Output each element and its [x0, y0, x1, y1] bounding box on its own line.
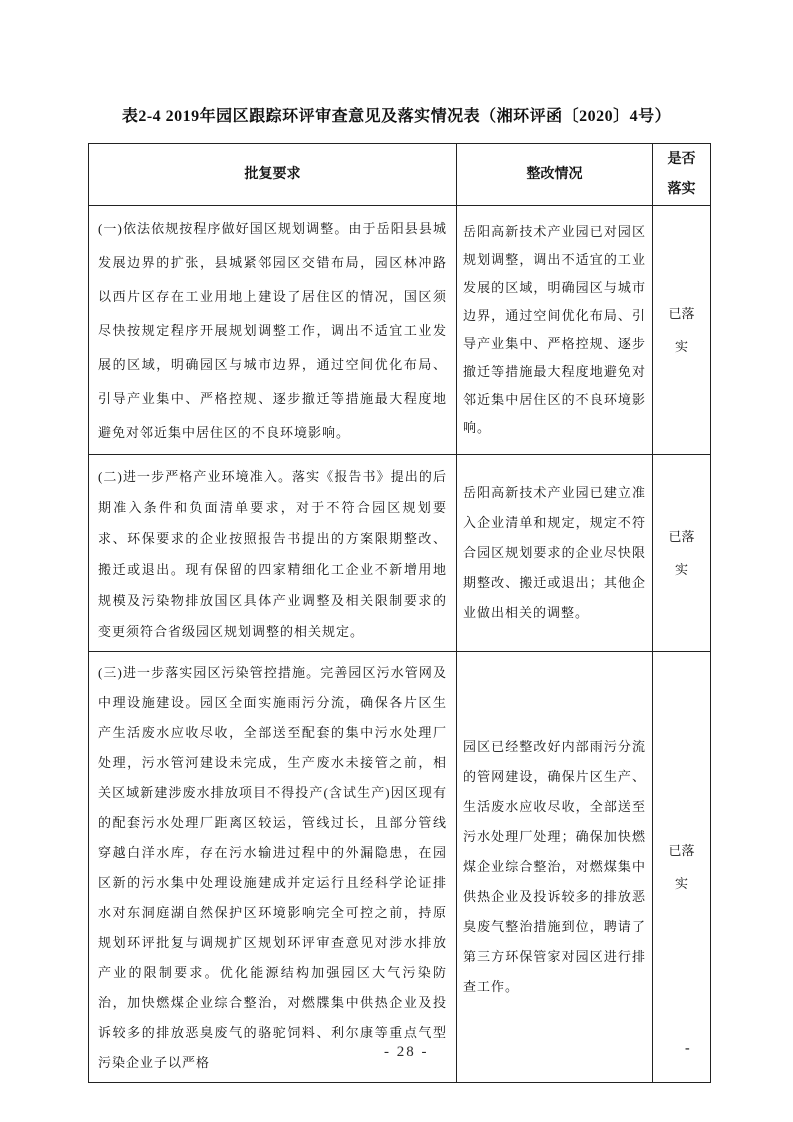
- table-row: [89, 455, 711, 652]
- implemented-status: 已落实: [653, 652, 711, 1083]
- header-requirement: 批复要求: [89, 144, 457, 206]
- page-number: - 28 -: [384, 1044, 429, 1060]
- table-title: 表2-4 2019年园区跟踪环评审查意见及落实情况表（湘环评函〔2020〕4号）: [121, 108, 672, 125]
- header-implemented: 是否落实: [653, 144, 711, 206]
- requirement-cell: (二)进一步严格产业环境准入。落实《报告书》提出的后期准入条件和负面清单要求，对于不符合园区规划要求、环保要求的企业按照报告书提出的方案限期整改、搬迁或退出。现有保留的四家精细化工企业不新增用地规模及污染物排放国区具体产业调整及相关限制要求的变更须符合省级园区规划调整的相关规定。: [89, 455, 457, 652]
- header-rectification: 整改情况: [457, 144, 653, 206]
- header-row: [89, 144, 711, 206]
- requirement-cell: (三)进一步落实园区污染管控措施。完善园区污水管网及中理设施建设。园区全面实施雨污分流，确保各片区生产生活废水应收尽收，全部送至配套的集中污水处理厂处理，污水管河建设未完成，生产废水未接管之前，相关区域新建涉废水排放项目不得投产(含试生产)因区现有的配套污水处理厂距离区较运，管线过长，且部分管线穿越白洋水库，存在污水输进过程中的外漏隐患，在园区新的污水集中处理设施建成并定运行且经科学论证排水对东洞庭湖自然保护区环境影响完全可控之前，持原规划环评批复与调规扩区规划环评审查意见对涉水排放产业的限制要求。优化能源结构加强园区大气污染防治，加快燃煤企业综合整治，对燃牒集中供热企业及投诉较多的排放恶臭废气的骆驼饲料、利尔康等重点气型污染企业子以严格: [89, 652, 457, 1083]
- rectification-cell: 园区已经整改好内部雨污分流的管网建设，确保片区生产、生活废水应收尽收，全部送至污水处理厂处理；确保加快燃煤企业综合整治，对燃煤集中供热企业及投诉较多的排放恶臭废气整治措施到位，聘请了第三方环保管家对园区进行排查工作。: [457, 652, 653, 1083]
- implemented-status: 已落实: [653, 455, 711, 652]
- requirement-cell: (一)依法依规按程序做好国区规划调整。由于岳阳县县城发展边界的扩张，县城紧邻园区交错布局，园区林冲路以西片区存在工业用地上建设了居住区的情况，国区须尽快按规定程序开展规划调整工作，调出不适宜工业发展的区域，明确园区与城市边界，通过空间优化布局、引导产业集中、严格控规、逐步撤迁等措施最大程度地避免对邻近集中居住区的不良环境影响。: [89, 206, 457, 455]
- stray-mark: -: [685, 1041, 690, 1056]
- table-row: [89, 206, 711, 455]
- review-table: [88, 143, 711, 1083]
- rectification-cell: 岳阳高新技术产业园已建立准入企业清单和规定，规定不符合园区规划要求的企业尽快限期整改、搬迁或退出；其他企业做出相关的调整。: [457, 455, 653, 652]
- rectification-cell: 岳阳高新技术产业园已对园区规划调整，调出不适宜的工业发展的区域，明确园区与城市边界，通过空间优化布局、引导产业集中、严格控规、逐步撤迁等措施最大程度地避免对邻近集中居住区的不良环境影响。: [457, 206, 653, 455]
- table-row: [89, 652, 711, 1083]
- implemented-status: 已落实: [653, 206, 711, 455]
